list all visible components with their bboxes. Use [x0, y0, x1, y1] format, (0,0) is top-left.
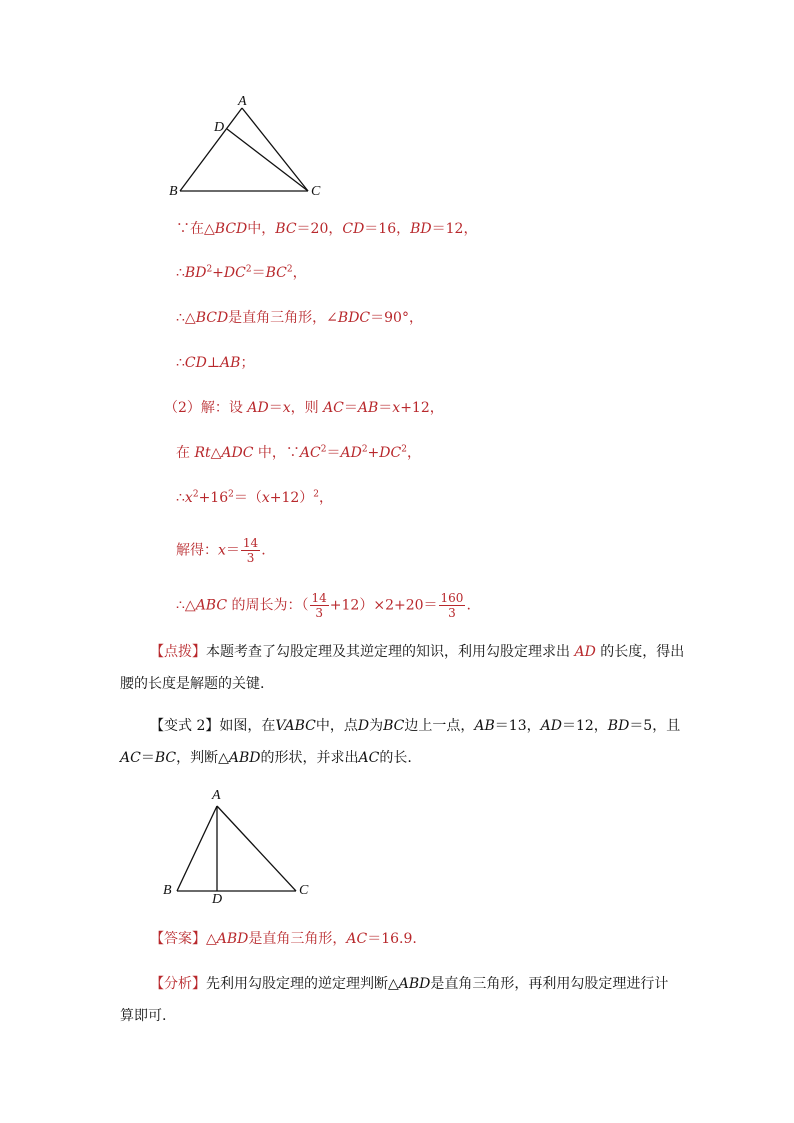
variant-question: 【变式 2】如图，在VABC中，点D为BC边上一点，AB＝13，AD＝12，BD＝5，且 AC＝BC，判断△ABD的形状，并求出AC的长. — [120, 718, 681, 766]
solution-line-9: ∴△ABC 的周长为：（ $\frac{14}{3}$ +12）×2+20＝ $\frac{160}{3}$ . — [176, 591, 471, 620]
solution-line-4: ∴CD⊥AB； — [176, 355, 255, 371]
side-ac — [217, 806, 296, 891]
solution-line-1: ∵在△BCD中，BC＝20，CD＝16，BD＝12， — [176, 221, 478, 237]
fraction-14-3-b: $\frac{14}{3}$ — [311, 591, 327, 620]
label-b: B — [169, 184, 178, 199]
answer-line: 【答案】△ABD是直角三角形，AC＝16.9. — [150, 931, 417, 947]
fraction-160-3: $\frac{160}{3}$ — [440, 591, 464, 620]
label-a: A — [238, 94, 247, 109]
figure-triangle-abc-2 — [160, 790, 320, 910]
side-ba — [180, 108, 242, 191]
segment-cd — [227, 129, 308, 191]
side-ac — [242, 108, 308, 191]
analysis-paragraph: 【分析】先利用勾股定理的逆定理判断△ABD是直角三角形，再利用勾股定理进行计 算即可. — [120, 976, 669, 1024]
label-d: D — [212, 892, 223, 907]
solution-line-3: ∴△BCD是直角三角形，∠BDC＝90°， — [176, 310, 423, 326]
label-d: D — [214, 120, 225, 135]
solution-line-2: $\therefore BD^2+DC^2=BC^2$， — [176, 264, 307, 281]
fraction-14-3: $\frac{14}{3}$ — [242, 536, 259, 565]
label-a: A — [212, 788, 221, 803]
side-ba — [177, 806, 217, 891]
tip-paragraph: 【点拨】本题考查了勾股定理及其逆定理的知识，利用勾股定理求出 AD 的长度，得出 腰的长度是解题的关键. — [120, 644, 685, 692]
solution-line-6: 在 Rt△ADC 中，$\because AC^2=AD^2+DC^2$， — [176, 444, 421, 461]
solution-line-7: $\therefore x^2+16^2=(x+12)^2$， — [176, 489, 334, 506]
label-b: B — [163, 883, 172, 898]
solution-line-5: （2）解：设 AD＝x，则 AC＝AB＝x+12， — [164, 400, 444, 416]
solution-line-8: 解得：x＝ $\frac{14}{3}$ . — [176, 536, 266, 565]
label-c: C — [299, 883, 309, 898]
label-c: C — [311, 184, 321, 199]
